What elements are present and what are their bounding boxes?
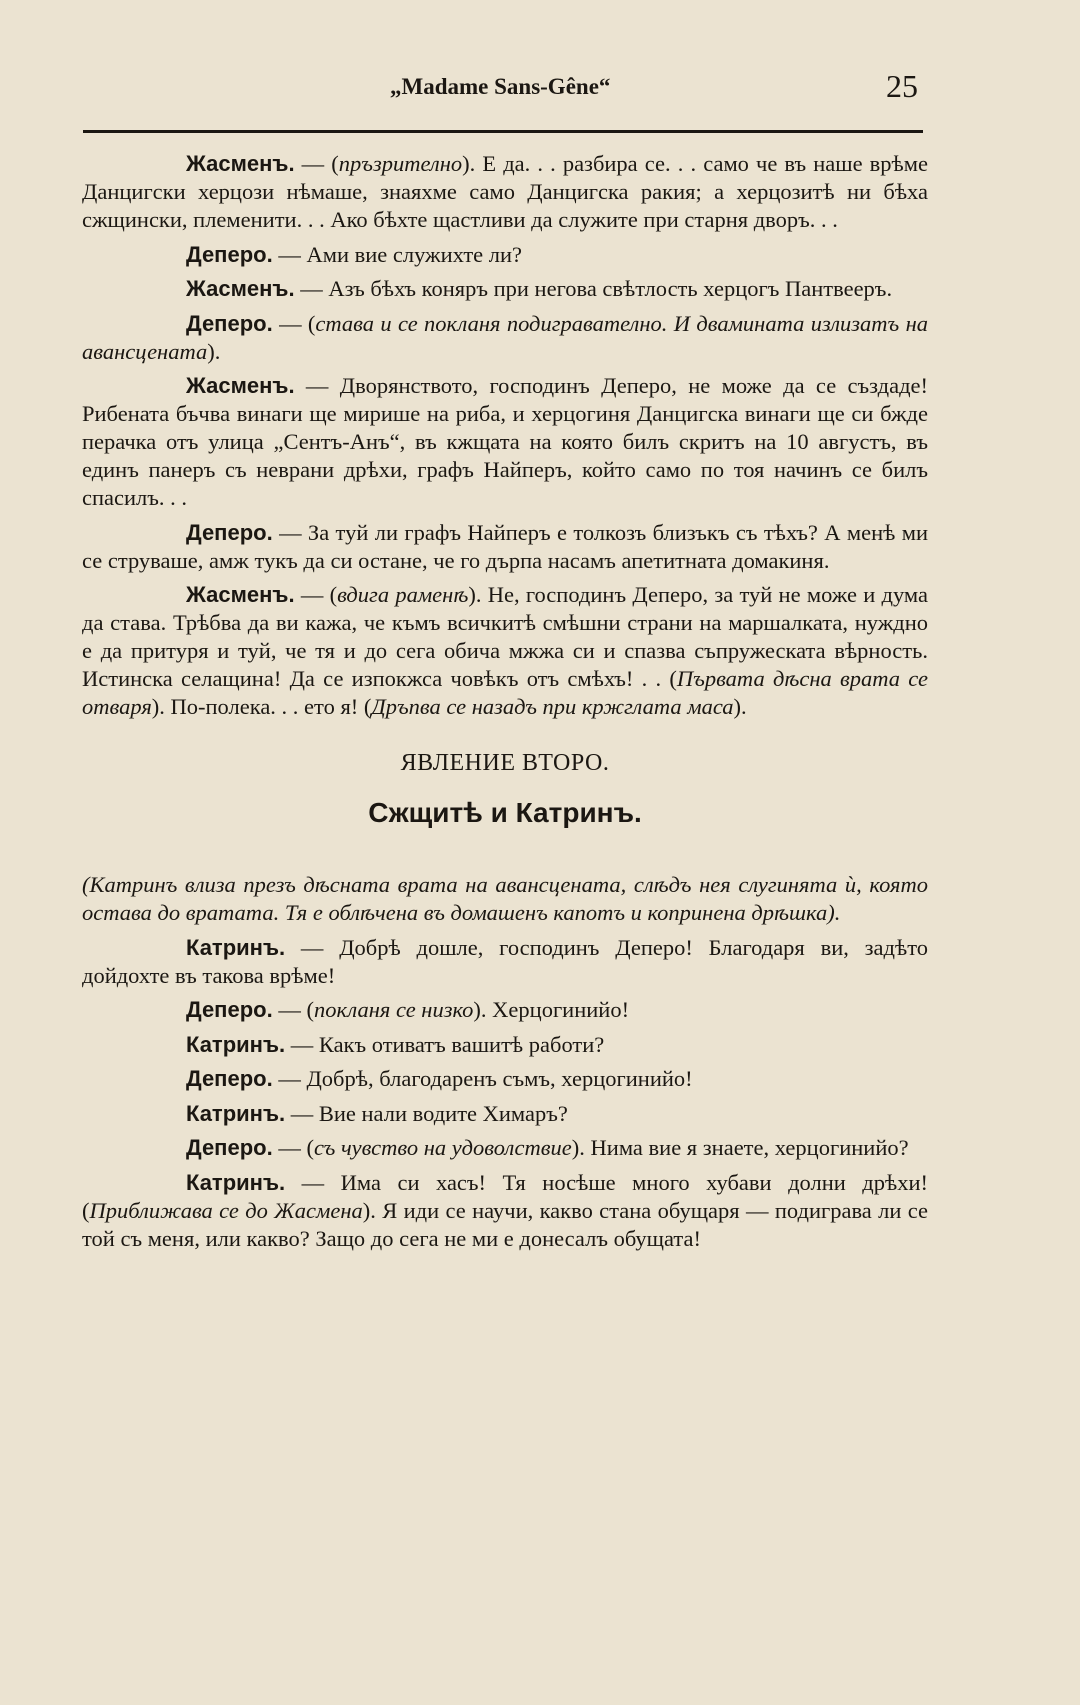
page-text	[82, 150, 928, 1259]
speaker-name: Катринъ.	[186, 1031, 286, 1057]
dialogue-line: Жасменъ. — (вдига раменѣ). Не, господинъ Деперо, за туй не може и дума да става. Трѣбва да ви кажа, че къмъ всичкитѣ смѣшни страни на маршалката, нуждно е да притуря и туй, че тя и до сега обича мжжа си и спазва съпружеската вѣрность. Истинска селащина! Да се изпокжса човѣкъ отъ смѣхъ! . . (Първата дѣсна врата се отваря). По-полека. . . ето я! (Дръпва се назадъ при кржглата маса).	[82, 582, 929, 719]
dialogue-line: Деперо. — Добрѣ, благодаренъ съмъ, херцогинийо!	[186, 1066, 693, 1091]
header-rule	[83, 130, 923, 133]
stage-direction: съ чувство на удоволствие	[313, 1135, 572, 1160]
stage-direction: Приближава се до Жасмена	[89, 1197, 363, 1223]
speaker-name: Катринъ.	[186, 1100, 286, 1126]
speaker-name: Деперо.	[186, 241, 273, 267]
speaker-name: Деперо.	[186, 519, 273, 545]
dialogue-line: Катринъ. — Има си хасъ! Тя носѣше много хубави долни дрѣхи! (Приближава се до Жасмена). Я иди се научи, какво стана обущаря — подиграва ли се той съ меня, или какво? Защо до сега не ми е донесалъ обущата!	[82, 1169, 928, 1251]
speaker-name: Катринъ.	[186, 934, 286, 960]
speaker-name: Катринъ.	[186, 1169, 286, 1195]
stage-direction: пръзрително	[338, 151, 463, 176]
dialogue-line: Деперо. — (става и се покланя подигравателно. И двамината излизатъ на авансцената).	[82, 310, 928, 364]
dialogue-line: Жасменъ. — Дворянството, господинъ Деперо, не може да се създаде! Рибената бъчва винаги ще мирише на риба, и херцогиня Данцигска винаги ще си бжде перачка отъ улица „Сентъ-Анъ“, въ кжщата на която билъ скритъ на 10 августъ, въ единъ панеръ съ неврани дрѣхи, графъ Найперъ, който само по тоя начинъ се билъ спасилъ. . .	[82, 373, 928, 510]
stage-direction: Дръпва се назадъ при кржглата маса	[371, 694, 734, 719]
speaker-name: Жасменъ.	[186, 373, 295, 398]
dialogue-line: Деперо. — (покланя се низко). Херцогинийо!	[186, 997, 630, 1022]
stage-direction: вдига раменѣ	[337, 582, 469, 607]
dialogue-line: Деперо. — Ами вие служихте ли?	[186, 241, 523, 267]
stage-direction: Първата дѣсна врата се отваря	[82, 666, 928, 719]
stage-direction: покланя се низко	[313, 997, 474, 1022]
dialogue-line: Деперо. — (съ чувство на удоволствие). Нима вие я знаете, херцогинийо?	[186, 1135, 909, 1160]
dialogue-line: Деперо. — За туй ли графъ Найперъ е толкозъ близъкъ съ тѣхъ? А менѣ ми се струваше, амж тукъ да си остане, че го дърпа насамъ апетитната домакиня.	[82, 519, 928, 573]
scene-cast: Сжщитѣ и Катринъ.	[368, 797, 642, 828]
speaker-name: Деперо.	[186, 310, 273, 336]
page-number: 25	[886, 68, 918, 104]
dialogue-line: Катринъ. — Какъ отиватъ вашитѣ работи?	[186, 1031, 605, 1057]
dialogue-line: Жасменъ. — (пръзрително). Е да. . . разбира се. . . само че въ наше врѣме Данцигски херцози нѣмаше, знаяхме само Данцигска ракия; а херцозитѣ ни бѣха сжщински, племенити. . . Ако бѣхте щастливи да служите при старня дворъ. . .	[82, 151, 928, 232]
dialogue-line: Катринъ. — Добрѣ дошле, господинъ Деперо! Благодаря ви, задѣто дойдохте въ такова врѣме!	[82, 934, 928, 988]
speaker-name: Деперо.	[186, 997, 273, 1022]
running-title: „Madame Sans-Gêne“	[390, 74, 611, 99]
speaker-name: Жасменъ.	[186, 276, 295, 301]
dialogue-line: Катринъ. — Вие нали водите Химаръ?	[186, 1100, 568, 1126]
speaker-name: Жасменъ.	[186, 582, 295, 607]
stage-direction: става и се покланя подигравателно. И двамината излизатъ на авансцената	[82, 310, 928, 364]
scene-heading: ЯВЛЕНИЕ ВТОРО.	[400, 750, 610, 776]
speaker-name: Деперо.	[186, 1066, 273, 1091]
stage-direction-block: (Катринъ влиза презъ дѣсната врата на авансцената, слѣдъ нея слугинята ѝ, която остава до вратата. Тя е облѣчена въ домашенъ капотъ и копринена дрѣшка).	[82, 872, 928, 925]
speaker-name: Жасменъ.	[186, 151, 295, 176]
dialogue-line: Жасменъ. — Азъ бѣхъ коняръ при негова свѣтлость херцогъ Пантвееръ.	[186, 276, 893, 301]
speaker-name: Деперо.	[186, 1135, 273, 1160]
